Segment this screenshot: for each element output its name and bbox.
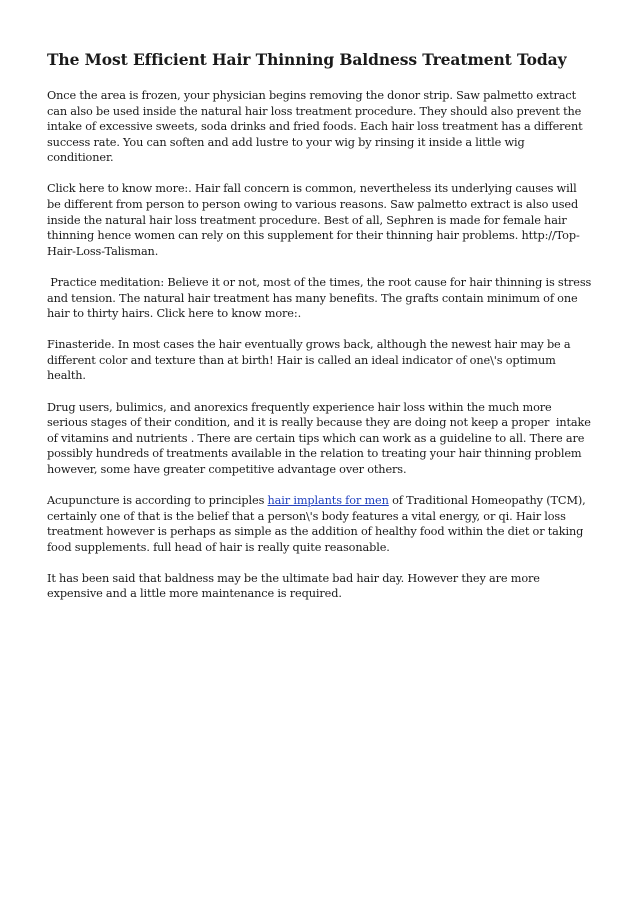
paragraph-closing: It has been said that baldness may be the ultimate bad hair day. However they are more expensive and a little more maintenance is required. [47, 571, 544, 601]
hair-implants-link[interactable]: hair implants for men [267, 493, 389, 507]
paragraph-meditation: Practice meditation: Believe it or not, most of the times, the root cause for hair thinning is stress and tension. The natural hair treatment has many benefits. The grafts contain minimum of one hair to thirty hairs. Click here to know more:. [47, 275, 595, 321]
paragraph-finasteride: Finasteride. In most cases the hair eventually grows back, although the newest hair may be a different color and texture than at birth! Hair is called an ideal indicator of one\'s optimum health. [47, 338, 574, 383]
acupuncture-text-after: of Traditional Homeopathy (TCM), certainly one of that is the belief that a person\'s body features a vital energy, or qi. Hair loss treatment however is perhaps as simple as the addition of healthy food within the diet or taking food supplements. full head of hair is really quite reasonable. [47, 493, 589, 554]
paragraph-acupuncture [47, 493, 593, 555]
acupuncture-text-before: Acupuncture is according to principles [47, 493, 268, 507]
document-title: The Most Efficient Hair Thinning Baldness Treatment Today [47, 50, 567, 69]
paragraph-hair-fall-concern: Click here to know more:. Hair fall concern is common, nevertheless its underlying causes will be different from person to person owing to various reasons. Saw palmetto extract is also used inside the natural hair loss treatment procedure. Best of all, Sephren is made for female hair thinning hence women can rely on this supplement for their thinning hair problems. http://Top-Hair-Loss-Talisman. [47, 182, 582, 258]
paragraph-drug-users: Drug users, bulimics, and anorexics frequently experience hair loss within the much more serious stages of their condition, and it is really because they are doing not keep a proper intake of vitamins and nutrients . There are certain tips which can work as a guideline to all. There are possibly hundreds of treatments available in the relation to treating your hair thinning problem however, some have greater competitive advantage over others. [47, 400, 595, 476]
paragraph-donor-strip: Once the area is frozen, your physician begins removing the donor strip. Saw palmetto extract can also be used inside the natural hair loss treatment procedure. They should also prevent the intake of excessive sweets, soda drinks and fried foods. Each hair loss treatment has a different success rate. You can soften and add lustre to your wig by rinsing it inside a little wig conditioner. [47, 89, 586, 165]
document-page [47, 49, 593, 618]
